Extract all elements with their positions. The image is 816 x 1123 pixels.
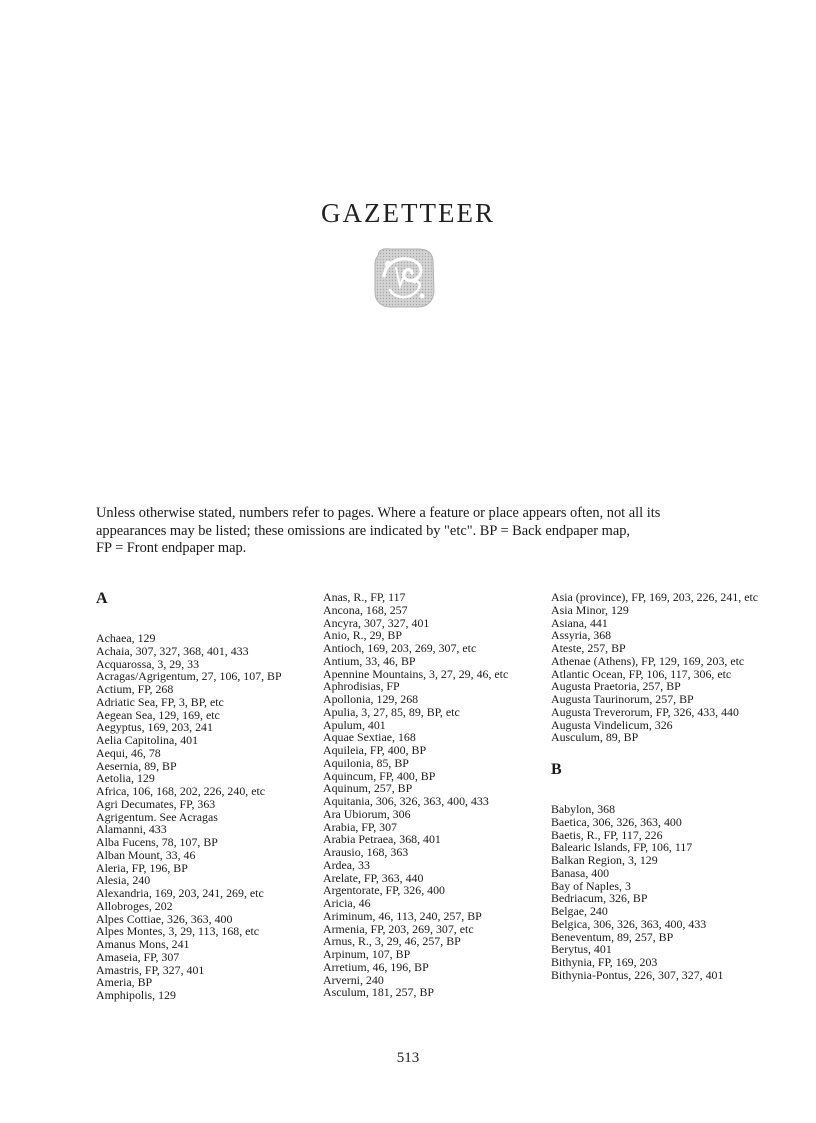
index-entry: Atlantic Ocean, FP, 106, 117, 306, etc [551, 666, 732, 681]
index-column-2 [323, 591, 548, 999]
index-entry: Ancyra, 307, 327, 401 [323, 615, 430, 630]
page-number: 513 [396, 1050, 420, 1066]
index-entry: Ateste, 257, BP [551, 641, 626, 655]
index-entry: Augusta Taurinorum, 257, BP [551, 692, 694, 706]
index-entry: Arnus, R., 3, 29, 46, 257, BP [323, 934, 461, 949]
index-entry: Amphipolis, 129 [96, 988, 176, 1002]
index-entry: Alban Mount, 33, 46 [96, 847, 196, 862]
index-entry: Belgica, 306, 326, 363, 400, 433 [551, 916, 707, 931]
index-entry: Aleria, FP, 196, BP [96, 860, 188, 875]
index-entry: Ardea, 33 [323, 857, 370, 872]
index-entry: Aquilonia, 85, BP [323, 755, 409, 770]
index-entry: Apulum, 401 [323, 717, 386, 732]
index-entry: Assyria, 368 [551, 628, 612, 643]
index-entry: Arverni, 240 [323, 972, 384, 987]
index-entry: Adriatic Sea, FP, 3, BP, etc [96, 694, 224, 709]
page-title: GAZETTEER [321, 198, 495, 228]
index-entry: Ancona, 168, 257 [323, 602, 408, 617]
index-entry: Beneventum, 89, 257, BP [551, 929, 674, 944]
index-entry: Anas, R., FP, 117 [323, 590, 406, 604]
index-entry: Alpes Cottiae, 326, 363, 400 [96, 911, 233, 926]
intro-line: FP = Front endpaper map. [96, 540, 247, 556]
index-entry: Bithynia-Pontus, 226, 307, 327, 401 [551, 967, 724, 982]
index-entry: Arpinum, 107, BP [323, 947, 411, 961]
index-entry: Africa, 106, 168, 202, 226, 240, etc [96, 784, 266, 798]
index-entry: Aegean Sea, 129, 169, etc [96, 707, 220, 722]
index-entry: Bedriacum, 326, BP [551, 891, 648, 906]
index-column-3 [551, 591, 766, 982]
index-entry: Aquincum, FP, 400, BP [323, 768, 436, 783]
index-entry: Amanus Mons, 241 [96, 937, 190, 951]
index-entry: Asia Minor, 129 [551, 602, 629, 617]
index-entry: Balearic Islands, FP, 106, 117 [551, 840, 693, 855]
index-entry: Alexandria, 169, 203, 241, 269, etc [96, 886, 264, 900]
index-entry: Ariminum, 46, 113, 240, 257, BP [323, 908, 482, 923]
index-entry: Aetolia, 129 [96, 771, 155, 786]
index-entry: Amastris, FP, 327, 401 [96, 962, 205, 977]
decorative-ornament-icon [370, 246, 438, 310]
index-entry: Antium, 33, 46, BP [323, 653, 416, 668]
index-entry: Asculum, 181, 257, BP [323, 985, 434, 1000]
index-entry: Asiana, 441 [551, 615, 608, 630]
index-entry: Aesernia, 89, BP [96, 758, 177, 773]
index-entry: Asia (province), FP, 169, 203, 226, 241, etc [551, 590, 759, 604]
index-entry: Balkan Region, 3, 129 [551, 853, 658, 867]
index-entry: Aquileia, FP, 400, BP [323, 743, 427, 757]
index-entry: Ameria, BP [96, 975, 153, 990]
index-entry: Argentorate, FP, 326, 400 [323, 883, 445, 898]
index-entry: Arabia, FP, 307 [323, 819, 397, 834]
index-entry: Apulia, 3, 27, 85, 89, BP, etc [323, 704, 460, 719]
index-entry: Anio, R., 29, BP [323, 628, 402, 643]
index-entry: Banasa, 400 [551, 865, 610, 880]
index-entry: Apennine Mountains, 3, 27, 29, 46, etc [323, 666, 509, 681]
index-entry: Aquinum, 257, BP [323, 781, 413, 796]
index-entry: Antioch, 169, 203, 269, 307, etc [323, 641, 477, 655]
section-letter-a: A [96, 590, 108, 607]
section-letter-b: B [551, 761, 562, 778]
index-entry: Achaea, 129 [96, 631, 156, 645]
index-entry: Apollonia, 129, 268 [323, 692, 419, 706]
index-entry: Arelate, FP, 363, 440 [323, 870, 424, 885]
index-entry: Alesia, 240 [96, 873, 151, 888]
index-entry: Agrigentum. See Acragas [96, 809, 218, 824]
index-entry: Berytus, 401 [551, 942, 612, 957]
index-entry: Belgae, 240 [551, 904, 608, 918]
index-entry: Alamanni, 433 [96, 822, 167, 837]
index-entry: Augusta Treverorum, FP, 326, 433, 440 [551, 704, 739, 719]
index-entry: Acquarossa, 3, 29, 33 [96, 656, 200, 671]
index-entry: Baetis, R., FP, 117, 226 [551, 827, 663, 842]
index-entry: Athenae (Athens), FP, 129, 169, 203, etc [551, 653, 745, 668]
index-entry: Acragas/Agrigentum, 27, 106, 107, BP [96, 669, 282, 684]
index-entry: Achaia, 307, 327, 368, 401, 433 [96, 643, 249, 658]
index-entry: Agri Decumates, FP, 363 [96, 796, 216, 811]
index-entry: Augusta Vindelicum, 326 [551, 717, 673, 732]
intro-line: Unless otherwise stated, numbers refer to pages. Where a feature or place appears often, not all its [96, 505, 661, 521]
introduction-note [96, 505, 736, 558]
index-entry: Aequi, 46, 78 [96, 745, 161, 760]
index-entry: Arausio, 168, 363 [323, 845, 409, 859]
index-entry: Bithynia, FP, 169, 203 [551, 955, 658, 969]
index-entry: Allobroges, 202 [96, 898, 173, 913]
index-entry: Aegyptus, 169, 203, 241 [96, 720, 213, 735]
intro-line: appearances may be listed; these omissions are indicated by "etc". BP = Back endpaper map, [96, 522, 631, 539]
index-entry: Alpes Montes, 3, 29, 113, 168, etc [96, 924, 260, 939]
index-entry: Aquae Sextiae, 168 [323, 730, 416, 745]
index-entry: Aphrodisias, FP [323, 679, 400, 694]
index-entry: Bay of Naples, 3 [551, 878, 631, 893]
index-entry: Armenia, FP, 203, 269, 307, etc [323, 921, 474, 936]
index-entry: Alba Fucens, 78, 107, BP [96, 835, 218, 849]
index-entry: Aricia, 46 [323, 896, 371, 910]
index-entry: Aelia Capitolina, 401 [96, 733, 199, 747]
index-entry: Actium, FP, 268 [96, 682, 174, 696]
index-entry: Arabia Petraea, 368, 401 [323, 832, 441, 847]
index-column-1 [96, 591, 321, 1002]
index-entry: Augusta Praetoria, 257, BP [551, 679, 681, 694]
index-entry: Ausculum, 89, BP [551, 730, 639, 745]
index-entry: Amaseia, FP, 307 [96, 949, 180, 964]
index-entry: Babylon, 368 [551, 802, 616, 816]
index-entry: Aquitania, 306, 326, 363, 400, 433 [323, 794, 489, 808]
index-entry: Baetica, 306, 326, 363, 400 [551, 814, 682, 829]
index-entry: Ara Ubiorum, 306 [323, 806, 411, 821]
index-entry: Arretium, 46, 196, BP [323, 959, 429, 974]
